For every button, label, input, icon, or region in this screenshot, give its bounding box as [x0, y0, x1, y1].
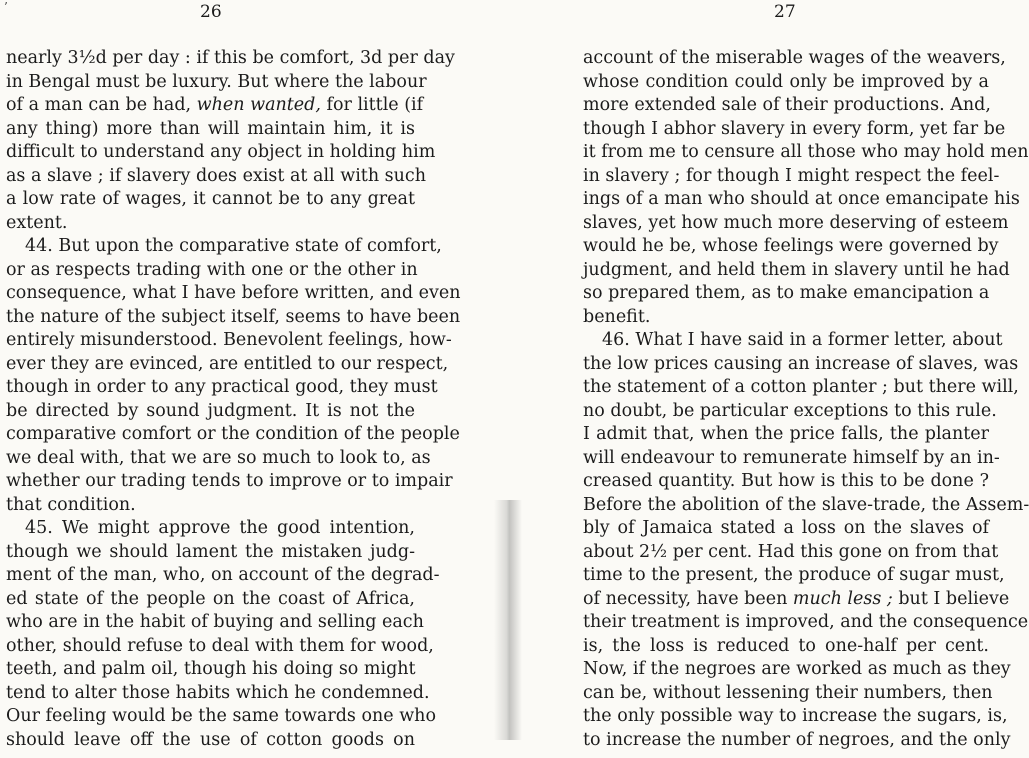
text-line: in slavery ; for though I might respect the feel- — [583, 165, 1000, 186]
text-line: ever they are evinced, are entitled to our respect, — [6, 353, 449, 374]
text-line: Before the abolition of the slave-trade, the Assem- — [583, 494, 1029, 515]
text-line: the only possible way to increase the sugars, is, — [583, 706, 1008, 726]
text-line — [6, 94, 424, 118]
text-line: so prepared them, as to make emancipation a — [583, 283, 990, 303]
text-line: comparative comfort or the condition of the people — [6, 424, 460, 444]
text-line: though I abhor slavery in every form, yet far be — [583, 118, 1006, 139]
text-line: whose condition could only be improved by a — [583, 71, 989, 92]
text-line: will endeavour to remunerate himself by an in- — [583, 447, 1000, 468]
text-line: other, should refuse to deal with them for wood, — [6, 635, 434, 656]
text-line: that condition. — [6, 494, 136, 515]
text-line: to increase the number of negroes, and the only — [583, 729, 1011, 750]
text-line: ed state of the people on the coast of Africa, — [6, 588, 415, 609]
text-line: extent. — [6, 212, 68, 233]
text-line: slaves, yet how much more deserving of esteem — [583, 212, 1009, 233]
text-line: creased quantity. But how is this to be done ? — [583, 471, 989, 491]
text-line: judgment, and held them in slavery until he had — [583, 259, 1010, 280]
text-line: any thing) more than will maintain him, it is — [6, 118, 415, 139]
page-number: 27 — [774, 2, 796, 22]
text-line: entirely misunderstood. Benevolent feelings, how- — [6, 330, 452, 350]
text-line: Now, if the negroes are worked as much as they — [583, 659, 1011, 679]
text-line: I admit that, when the price falls, the planter — [583, 424, 989, 444]
text-line: consequence, what I have before written, and even — [6, 283, 461, 303]
text-line: be directed by sound judgment. It is not the — [6, 400, 415, 421]
text-segment: of necessity, have been — [583, 588, 793, 609]
text-line: difficult to understand any object in holding him — [6, 142, 436, 162]
text-line: time to the present, the produce of sugar must, — [583, 565, 1005, 585]
text-line: bly of Jamaica stated a loss on the slaves of — [583, 518, 989, 538]
text-line: teeth, and palm oil, though his doing so might — [6, 659, 416, 679]
text-line: account of the miserable wages of the weavers, — [583, 48, 1006, 68]
text-line: tend to alter those habits which he condemned. — [6, 682, 430, 703]
text-line: in Bengal must be luxury. But where the labour — [6, 71, 427, 92]
text-line: the statement of a cotton planter ; but there will, — [583, 377, 1019, 397]
text-line: a low rate of wages, it cannot be to any great — [6, 189, 415, 209]
text-line: no doubt, be particular exceptions to this rule. — [583, 400, 997, 421]
text-line: ment of the man, who, on account of the degrad- — [6, 565, 440, 585]
page-number: 26 — [200, 2, 222, 22]
margin-mark: ’ — [4, 0, 8, 14]
text-segment: for little (if — [320, 95, 424, 115]
text-line: the nature of the subject itself, seems to have been — [6, 306, 461, 327]
text-line: more extended sale of their productions. And, — [583, 95, 991, 115]
italic-text: much less ; — [792, 588, 893, 609]
text-line: about 2½ per cent. Had this gone on from that — [583, 541, 999, 562]
text-line: though we should lament the mistaken judg- — [6, 541, 415, 562]
page-text — [583, 47, 1029, 752]
text-line: their treatment is improved, and the consequence — [583, 612, 1029, 632]
right-page — [500, 0, 1029, 758]
text-line: 45. We might approve the good intention, — [25, 518, 415, 538]
italic-text: when wanted, — [196, 95, 321, 115]
text-line: benefit. — [583, 306, 651, 327]
text-line: or as respects trading with one or the other in — [6, 259, 418, 280]
text-line: though in order to any practical good, they must — [6, 377, 438, 397]
text-line: as a slave ; if slavery does exist at all with such — [6, 165, 426, 186]
text-line: is, the loss is reduced to one-half per cent. — [583, 635, 989, 656]
text-segment: but I believe — [892, 588, 1010, 609]
text-line: the low prices causing an increase of slaves, was — [583, 353, 1019, 374]
text-line: 46. What I have said in a former letter, about — [602, 330, 1003, 350]
text-line: 44. But upon the comparative state of comfort, — [25, 236, 442, 256]
text-line: would he be, whose feelings were governed by — [583, 236, 999, 256]
text-line: who are in the habit of buying and selling each — [6, 612, 424, 632]
text-line: Our feeling would be the same towards one who — [6, 706, 436, 726]
text-line: should leave off the use of cotton goods on — [6, 729, 415, 750]
book-gutter-shadow — [494, 500, 522, 740]
text-line: we deal with, that we are so much to look to, as — [6, 447, 431, 468]
text-line: whether our trading tends to improve or to impair — [6, 471, 453, 491]
text-segment: of a man can be had, — [6, 95, 197, 115]
text-line: can be, without lessening their numbers, then — [583, 682, 993, 703]
text-line: it from me to censure all those who may hold men — [583, 142, 1029, 162]
text-line: ings of a man who should at once emancipate his — [583, 189, 1020, 209]
page-text — [6, 47, 461, 752]
text-line — [583, 588, 1010, 612]
left-page — [0, 0, 500, 758]
text-line: nearly 3½d per day : if this be comfort, 3d per day — [6, 48, 455, 68]
